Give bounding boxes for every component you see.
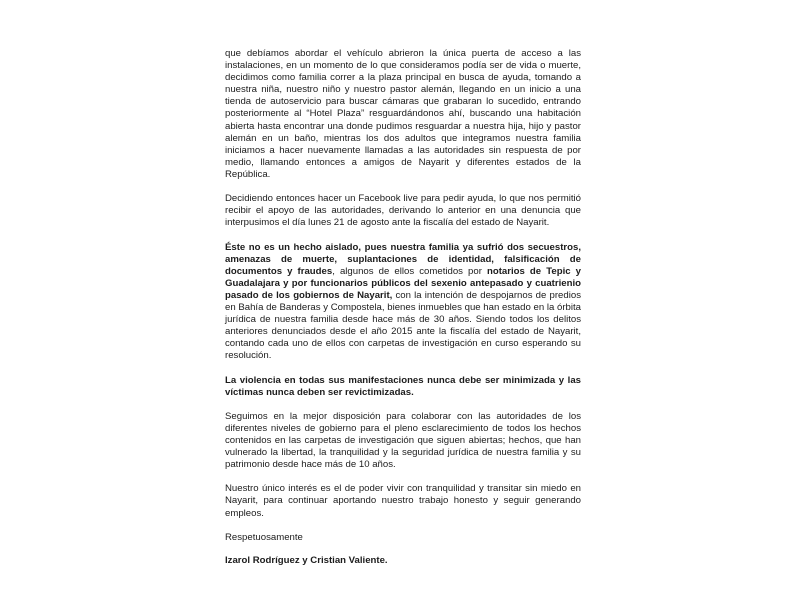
prior-crimes-bold-intro: Éste no es un hecho aislado, pues nuestra familia ya sufrió dos secuestros, amenazas de muerte, suplantaciones de identidad, falsificación de documentos y fraudes [225,241,581,277]
prior-crimes-text-2: con la intención de despojarnos de predios en Bahía de Banderas y Compostela, bienes inmuebles que han estado en la órbita jurídica de nuestra familia desde hace más de 30 años. Siendo todos los delitos anteriores denunciados desde el año 2015 ante la fiscalía del estado de Nayarit, contando cada uno de ellos con carpetas de investigación en curso esperando su resolución. [225,289,581,362]
paragraph-violence-statement: La violencia en todas sus manifestaciones nunca debe ser minimizada y las víctimas nunca deben ser revictimizadas. [225,374,581,398]
paragraph-cooperation: Seguimos en la mejor disposición para colaborar con las autoridades de los diferentes niveles de gobierno para el pleno esclarecimiento de todos los hechos contenidos en las carpetas de investigación que siguen abiertas; hechos, que han vulnerado la libertad, la tranquilidad y la seguridad jurídica de nuestra familia y su patrimonio desde hace más de 10 años. [225,410,581,471]
paragraph-facebook-live: Decidiendo entonces hacer un Facebook live para pedir ayuda, lo que nos permitió recibir el apoyo de las autoridades, derivando lo anterior en una denuncia que interpusimos el día lunes 21 de agosto ante la fiscalía del estado de Nayarit. [225,193,581,229]
paragraph-interest: Nuestro único interés es el de poder vivir con tranquilidad y transitar sin miedo en Nayarit, para continuar aportando nuestro trabajo honesto y seguir generando empleos. [225,483,581,519]
prior-crimes-text-1: , algunos de ellos cometidos por [332,265,487,277]
closing-salutation: Respetuosamente [225,531,303,543]
paragraph-escape-account: que debíamos abordar el vehículo abrieron la única puerta de acceso a las instalaciones, en un momento de lo que consideramos podía ser de vida o muerte, decidimos como familia correr a la plaza principal en busca de ayuda, tomando a nuestra niña, nuestro niño y nuestro pastor alemán, llegando en un inicio a una tienda de autoservicio para buscar cámaras que grabaran lo sucedido, entrando posteriormente al “Hotel Plaza” resguardándonos ahí, buscando una habitación abierta hasta encontrar una donde pudimos resguardar a nuestra hija, hijo y pastor alemán en un baño, mientras los dos adultos que integramos nuestra familia iniciamos a hacer nuevamente llamadas a las autoridades sin respuesta de por medio, llamando entonces a amigos de Nayarit y diferentes estados de la República. [225,48,581,180]
letter-body [225,48,581,579]
signature: Izarol Rodríguez y Cristian Valiente. [225,554,388,566]
paragraph-prior-crimes [225,242,581,363]
prior-crimes-bold-notaries: notarios de Tepic y Guadalajara y por funcionarios públicos del sexenio antepasado y cuatrienio pasado de los gobiernos de Nayarit, [225,265,581,301]
